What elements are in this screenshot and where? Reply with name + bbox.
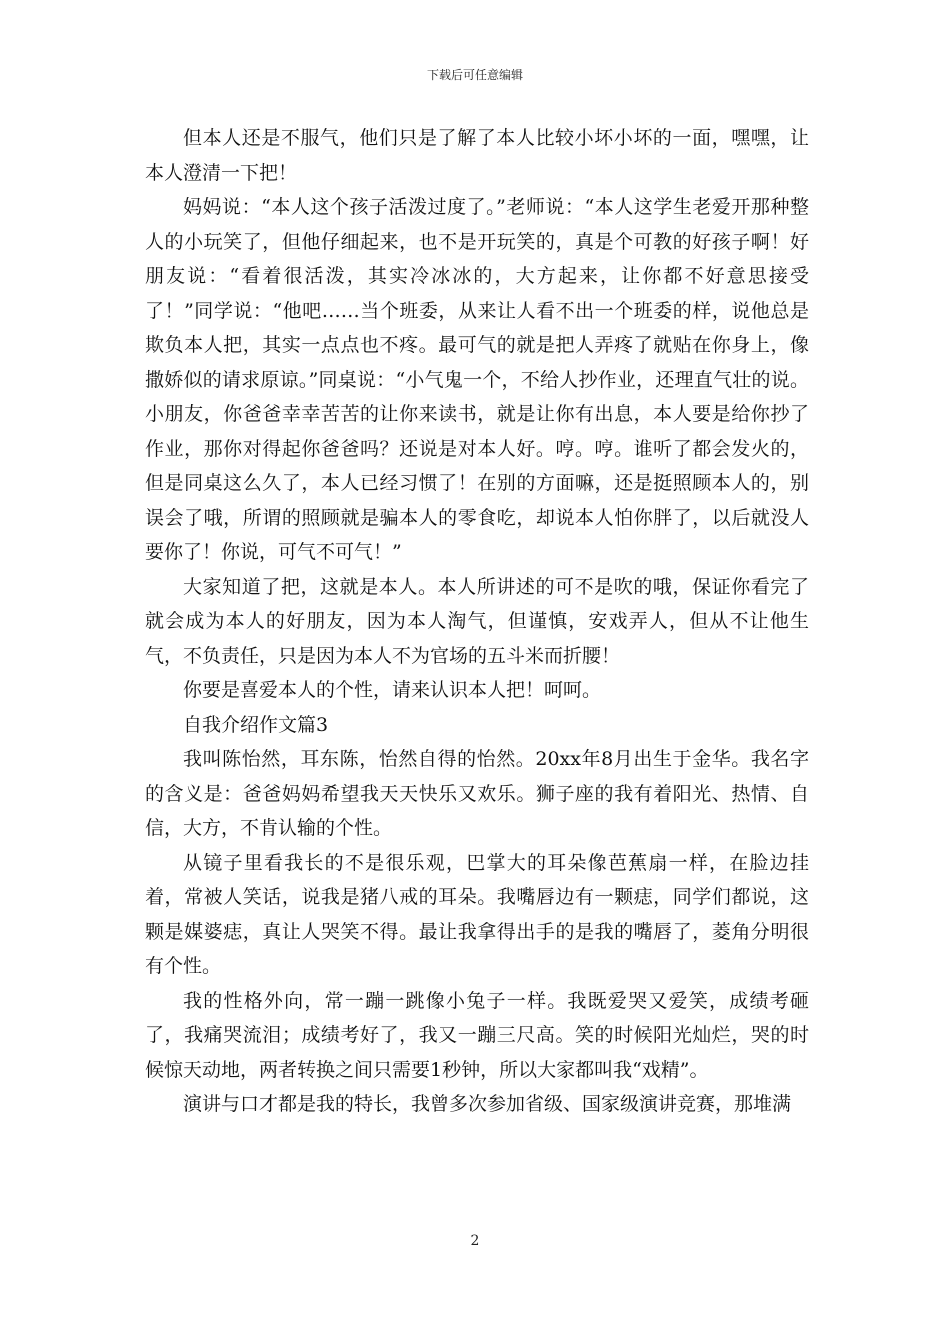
paragraph-2: 妈妈说：“本人这个孩子活泼过度了。”老师说：“本人这学生老爱开那种整人的小玩笑了，但他仔细起来，也不是开玩笑的，真是个可教的好孩子啊！好朋友说：“看着很活泼，其实冷冰冰的，大方起来，让你都不好意思接受了！”同学说：“他吧……当个班委，从来让人看不出一个班委的样，说他总是欺负本人把，其实一点点也不疼。最可气的就是把人弄疼了就贴在你身上，像撒娇似的请求原谅。”同桌说：“小气鬼一个，不给人抄作业，还理直气壮的说。小朋友，你爸爸幸幸苦苦的让你来读书，就是让你有出息，本人要是给你抄了作业，那你对得起你爸爸吗？还说是对本人好。哼。哼。谁听了都会发火的，但是同桌这么久了，本人已经习惯了！在别的方面嘛，还是挺照顾本人的，别误会了哦，所谓的照顾就是骗本人的零食吃，却说本人怕你胖了，以后就没人要你了！你说，可气不可气！” [145, 196, 809, 563]
paragraph-4: 你要是喜爱本人的个性，请来认识本人把！呵呵。 [183, 679, 602, 701]
paragraph-7: 我的性格外向，常一蹦一跳像小兔子一样。我既爱哭又爱笑，成绩考砸了，我痛哭流泪；成绩考好了，我又一蹦三尺高。笑的时候阳光灿烂，哭的时候惊天动地，两者转换之间只需要1秒钟，所以大家都叫我“戏精”。 [145, 989, 809, 1081]
paragraph-6: 从镜子里看我长的不是很乐观，巴掌大的耳朵像芭蕉扇一样，在脸边挂着，常被人笑话，说我是猪八戒的耳朵。我嘴唇边有一颗痣，同学们都说，这颗是媒婆痣，真让人哭笑不得。最让我拿得出手的是我的嘴唇了，菱角分明很有个性。 [145, 851, 809, 977]
paragraph-5: 我叫陈怡然，耳东陈，怡然自得的怡然。20xx年8月出生于金华。我名字的含义是：爸爸妈妈希望我天天快乐又欢乐。狮子座的我有着阳光、热情、自信，大方，不肯认输的个性。 [145, 748, 809, 839]
page-header: 下载后可任意编辑 [426, 68, 523, 82]
section-heading: 自我介绍作文篇3 [183, 713, 329, 736]
paragraph-8: 演讲与口才都是我的特长，我曾多次参加省级、国家级演讲竞赛，那堆满 [183, 1093, 792, 1115]
document-body [145, 121, 809, 1122]
paragraph-3: 大家知道了把，这就是本人。本人所讲述的可不是吹的哦，保证你看完了就会成为本人的好朋友，因为本人淘气，但谨慎，安戏弄人，但从不让他生气，不负责任，只是因为本人不为官场的五斗米而折腰！ [145, 575, 809, 667]
paragraph-1: 但本人还是不服气，他们只是了解了本人比较小坏小坏的一面，嘿嘿，让本人澄清一下把！ [145, 127, 809, 184]
page-number: 2 [470, 1233, 480, 1249]
